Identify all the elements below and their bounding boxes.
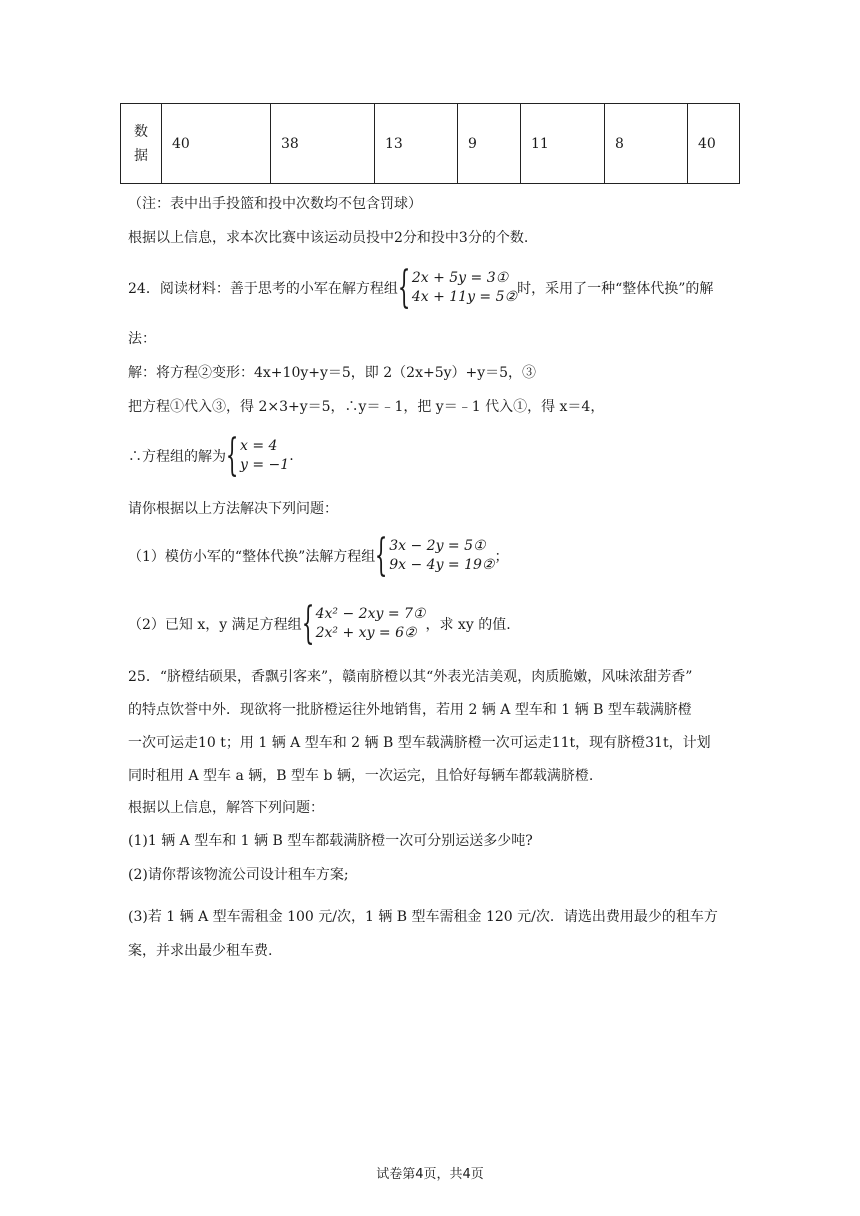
equation: 9x − 4y = 19② — [389, 557, 495, 573]
table-row — [121, 104, 740, 184]
table-cell: 11 — [521, 104, 605, 184]
q25-subquestion: (1)1 辆 A 型车和 1 辆 B 型车都载满脐橙一次可分别运送多少吨? — [128, 833, 533, 849]
table-cell: 9 — [458, 104, 521, 184]
q24-part1-text: ； — [494, 549, 509, 565]
equation: y = −1 — [240, 457, 290, 473]
shooting-data-table — [120, 103, 740, 184]
table-cell: 38 — [271, 104, 375, 184]
q25-subquestion: (3)若 1 辆 A 型车需租金 100 元/次，1 辆 B 型车需租金 120 元/次．请选出费用最少的租车方 — [128, 909, 718, 925]
q25-line: 同时租用 A 型车 a 辆，B 型车 b 辆，一次运完，且恰好每辆车都载满脐橙. — [128, 768, 594, 784]
q24-intro-cont: 法： — [128, 331, 156, 347]
equation: 4x + 11y = 5② — [411, 289, 518, 305]
q25-subquestion: (2)请你帮该物流公司设计租车方案; — [128, 867, 349, 883]
q24-part1-text: （1）模仿小军的“整体代换”法解方程组 — [128, 549, 376, 565]
equation: 2x² + xy = 6② — [315, 625, 417, 641]
q25-line: 的特点饮誉中外．现欲将一批脐橙运往外地销售，若用 2 辆 A 型车和 1 辆 B 型车载满脐橙 — [128, 702, 692, 718]
table-cell: 13 — [375, 104, 458, 184]
equation: 4x² − 2xy = 7① — [315, 606, 426, 622]
equation: 2x + 5y = 3① — [411, 270, 509, 286]
q25-subquestion: 案，并求出最少租车费. — [128, 943, 273, 959]
q25-line: 一次可运走10 t；用 1 辆 A 型车和 2 辆 B 型车载满脐橙一次可运走11t，现有脐橙31t，计划 — [128, 735, 711, 751]
equation-system — [397, 262, 518, 313]
equation-system — [301, 598, 426, 649]
table-cell: 40 — [162, 104, 271, 184]
equation: 3x − 2y = 5① — [389, 538, 486, 554]
table-header-cell — [121, 104, 162, 184]
equation-system — [374, 530, 495, 581]
page-footer: 试卷第4页，共4页 — [376, 1167, 484, 1182]
q24-part2 — [128, 598, 511, 649]
brace-symbol: { — [374, 530, 388, 581]
q24-solution-line: 把方程①代入③，得 2×3+y＝5，∴y＝﹣1，把 y＝﹣1 代入①，得 x＝4， — [128, 399, 605, 415]
q24-answer-text: . — [289, 448, 294, 464]
header-char: 数 — [134, 123, 148, 140]
q23-question: 根据以上信息，求本次比赛中该运动员投中2分和投中3分的个数. — [128, 230, 529, 246]
header-char: 据 — [134, 147, 148, 164]
table-cell: 40 — [688, 104, 740, 184]
q24-task: 请你根据以上方法解决下列问题： — [128, 501, 338, 517]
q24-answer-text: ∴方程组的解为 — [128, 449, 226, 465]
table-cell: 8 — [605, 104, 688, 184]
q24-part2-text: （2）已知 x，y 满足方程组 — [128, 617, 302, 633]
q24-solution-line: 解：将方程②变形：4x+10y+y＝5，即 2（2x+5y）+y＝5，③ — [128, 365, 537, 381]
q24-answer — [128, 430, 294, 481]
brace-symbol: { — [225, 430, 239, 481]
table-note: （注：表中出手投篮和投中次数均不包含罚球） — [128, 196, 422, 212]
equation: x = 4 — [240, 438, 278, 454]
brace-symbol: { — [301, 598, 314, 649]
q25-line: 根据以上信息，解答下列问题： — [128, 800, 324, 816]
q24-part2-text: ，求 xy 的值. — [425, 617, 511, 633]
q24-intro-text: 时，采用了一种“整体代换”的解 — [517, 281, 714, 297]
brace-symbol: { — [397, 262, 411, 313]
q24-intro-text: 24．阅读材料：善于思考的小军在解方程组 — [128, 281, 398, 297]
q25-line: 25．“脐橙结硕果，香飘引客来”，赣南脐橙以其“外表光洁美观，肉质脆嫩，风味浓甜芳香” — [128, 669, 693, 685]
q24-intro — [128, 262, 714, 313]
equation-system — [225, 430, 290, 481]
q24-part1 — [128, 530, 509, 581]
